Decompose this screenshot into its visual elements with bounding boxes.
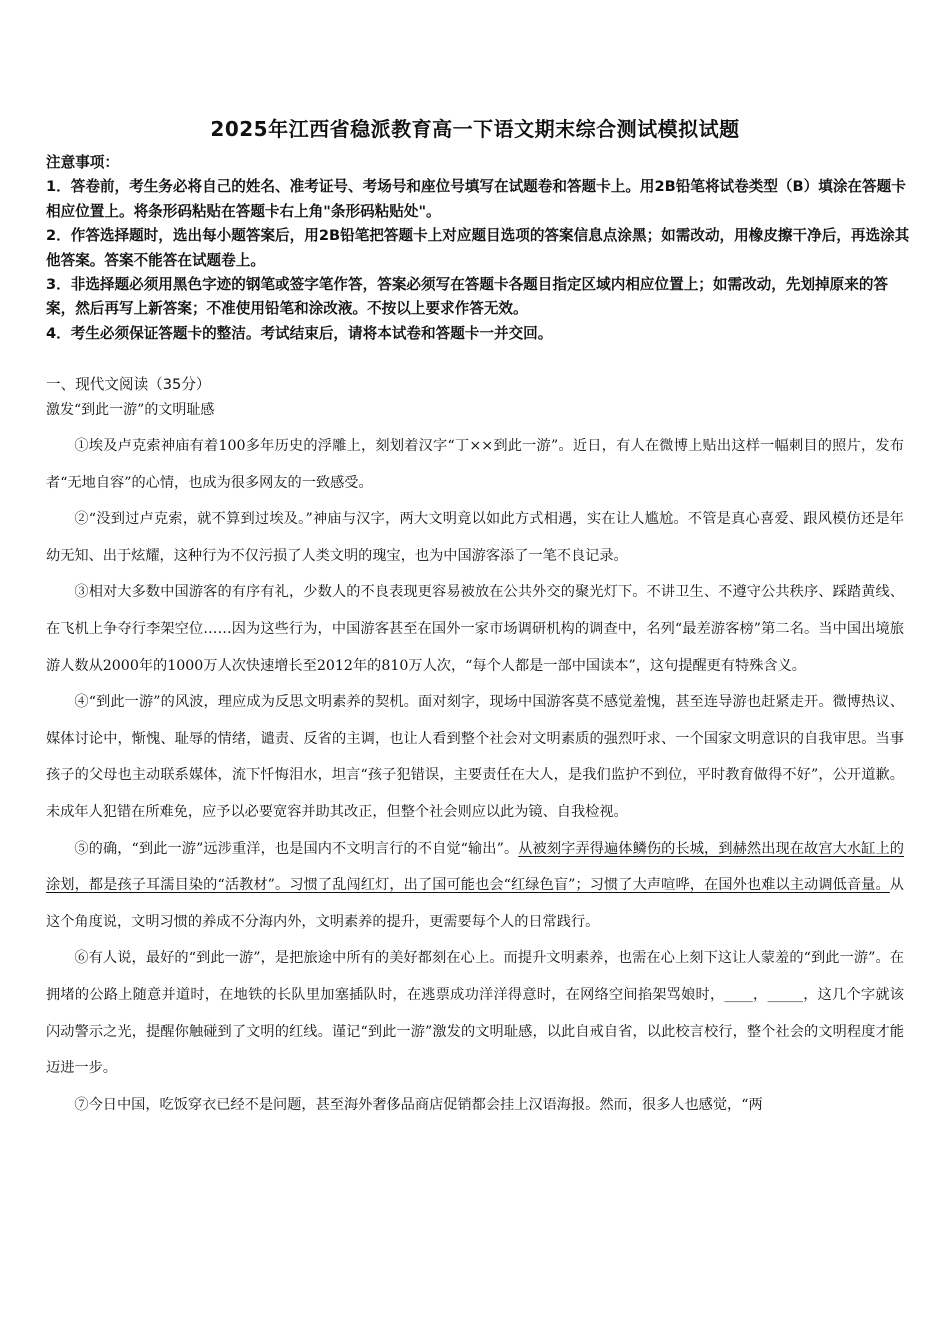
page-title: 2025年江西省稳派教育高一下语文期末综合测试模拟试题: [210, 117, 740, 141]
article-body: [46, 428, 904, 1123]
paragraph-1: ①埃及卢克索神庙有着100多年历史的浮雕上，刻划着汉字“丁××到此一游”。近日，有人在微博上贴出这样一幅刺目的照片，发布者“无地自容”的心情，也成为很多网友的一致感受。: [46, 438, 904, 491]
section-heading: 一、现代文阅读（35分）: [46, 376, 211, 393]
paragraph-4: ④“到此一游”的风波，理应成为反思文明素养的契机。面对刻字，现场中国游客莫不感觉羞愧，甚至连导游也赶紧走开。微博热议、媒体讨论中，惭愧、耻辱的情绪，谴责、反省的主调，也让人看到整个社会对文明素质的强烈吁求、一个国家文明意识的自我审思。当事孩子的父母也主动联系媒体，流下忏悔泪水，坦言“孩子犯错误，主要责任在大人，是我们监护不到位，平时教育做得不好”，公开道歉。未成年人犯错在所难免，应予以必要宽容并助其改正，但整个社会则应以此为镜、自我检视。: [46, 694, 904, 820]
article-title: 激发“到此一游”的文明耻感: [46, 402, 215, 418]
notice-item: 3．非选择题必须用黑色字迹的钢笔或签字笔作答，答案必须写在答题卡各题目指定区域内相应位置上；如需改动，先划掉原来的答案，然后再写上新答案；不准使用铅笔和涂改液。不按以上要求作答无效。: [46, 276, 889, 318]
notice-block: [46, 151, 912, 346]
paragraph-2: ②“没到过卢克索，就不算到过埃及。”神庙与汉字，两大文明竟以如此方式相遇，实在让人尴尬。不管是真心喜爱、跟风模仿还是年幼无知、出于炫耀，这种行为不仅污损了人类文明的瑰宝，也为中国游客添了一笔不良记录。: [46, 511, 904, 564]
paragraph-5-lead: ⑤的确，“到此一游”远涉重洋，也是国内不文明言行的不自觉“输出”。: [74, 840, 519, 857]
paragraph-5: [46, 831, 904, 941]
notice-item: 2．作答选择题时，选出每小题答案后，用2B铅笔把答题卡上对应题目选项的答案信息点涂黑；如需改动，用橡皮擦干净后，再选涂其他答案。答案不能答在试题卷上。: [46, 227, 910, 269]
notice-item: 4．考生必须保证答题卡的整洁。考试结束后，请将本试卷和答题卡一并交回。: [46, 324, 553, 342]
paragraph-7: ⑦今日中国，吃饭穿衣已经不是问题，甚至海外奢侈品商店促销都会挂上汉语海报。然而，很多人也感觉，“两: [74, 1096, 763, 1113]
paragraph-5-tail: 从这个角度说，文明习惯的养成不分海内外，文明素养的提升，更需要每个人的日常践行。: [46, 877, 904, 930]
notice-item: 1．答卷前，考生务必将自己的姓名、准考证号、考场号和座位号填写在试题卷和答题卡上。用2B铅笔将试卷类型（B）填涂在答题卡相应位置上。将条形码粘贴在答题卡右上角"条形码粘贴处"。: [46, 178, 906, 220]
paragraph-3: ③相对大多数中国游客的有序有礼，少数人的不良表现更容易被放在公共外交的聚光灯下。不讲卫生、不遵守公共秩序、踩踏黄线、在飞机上争夺行李架空位……因为这些行为，中国游客甚至在国外一家市场调研机构的调查中，名列“最差游客榜”第二名。当中国出境旅游人数从2000年的1000万人次快速增长至2012年的810万人次，“每个人都是一部中国读本”，这句提醒更有特殊含义。: [46, 584, 904, 674]
paragraph-6: ⑥有人说，最好的“到此一游”，是把旅途中所有的美好都刻在心上。而提升文明素养，也需在心上刻下这让人蒙羞的“到此一游”。在拥堵的公路上随意并道时，在地铁的长队里加塞插队时，在逃票成功洋洋得意时，在网络空间掐架骂娘时，____，_____，这几个字就该闪动警示之光，提醒你触碰到了文明的红线。谨记“到此一游”激发的文明耻感，以此自戒自省，以此校言校行，整个社会的文明程度才能迈进一步。: [46, 950, 904, 1077]
underlined-passage: 从被刻字弄得遍体鳞伤的长城，到赫然出现在故宫大水缸上的涂划，都是孩子耳濡目染的“活教材”。习惯了乱闯红灯，出了国可能也会“红绿色盲”；习惯了大声喧哗，在国外也难以主动调低音量。: [46, 840, 904, 894]
notice-heading: 注意事项：: [46, 154, 119, 171]
